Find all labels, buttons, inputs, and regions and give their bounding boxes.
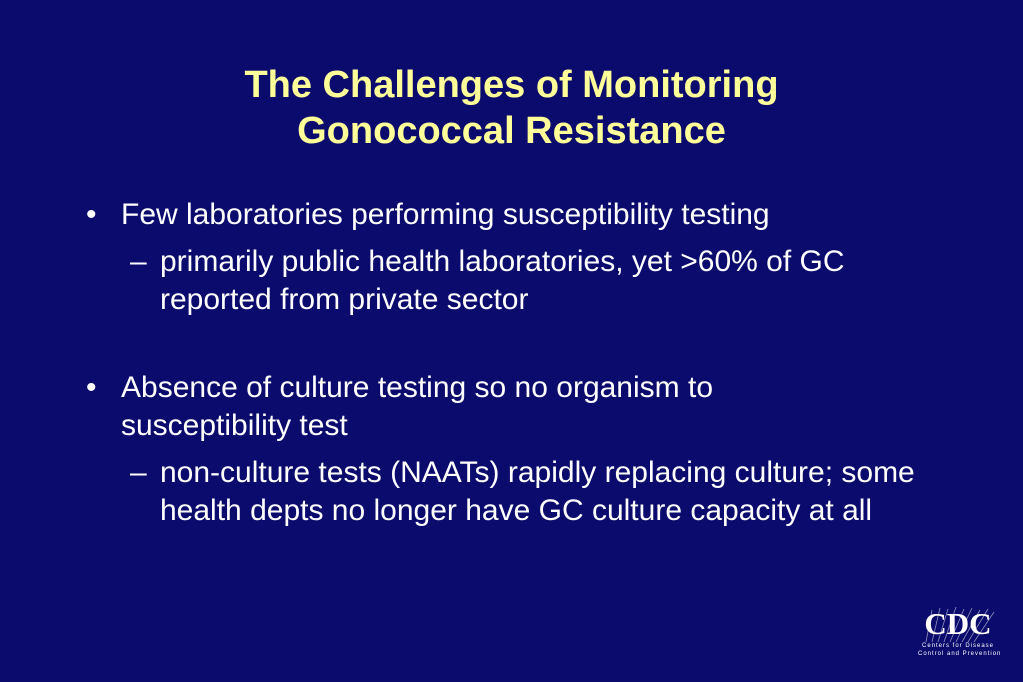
bullet-marker: • <box>86 198 97 231</box>
sub-bullet-text: non-culture tests (NAATs) rapidly replacing culture; some health depts no longer have GC culture capacity at all <box>160 456 915 527</box>
sub-bullet-marker: – <box>130 456 147 489</box>
logo-line-1: Centers for Disease <box>921 643 995 649</box>
logo-line-2: Control and Prevention <box>918 651 1002 657</box>
sub-bullet-marker: – <box>130 245 147 278</box>
bullet-marker: • <box>86 371 97 404</box>
logo-mark: CDC <box>924 606 992 641</box>
sub-bullet-text: primarily public health laboratories, yet >60% of GC reported from private sector <box>160 245 845 316</box>
sub-bullet-1-1 <box>0 243 920 319</box>
bullet-text: Absence of culture testing so no organism to susceptibility test <box>121 371 714 442</box>
sub-bullet-2-1 <box>0 454 920 530</box>
title-line-2: Gonococcal Resistance <box>297 110 726 152</box>
cdc-logo <box>918 606 1002 668</box>
bullet-2 <box>0 369 881 445</box>
bullet-1 <box>0 196 881 234</box>
slide-title <box>0 62 1023 154</box>
slide-body <box>0 196 1023 530</box>
title-line-1: The Challenges of Monitoring <box>244 64 779 106</box>
bullet-text: Few laboratories performing susceptibility testing <box>121 198 770 231</box>
